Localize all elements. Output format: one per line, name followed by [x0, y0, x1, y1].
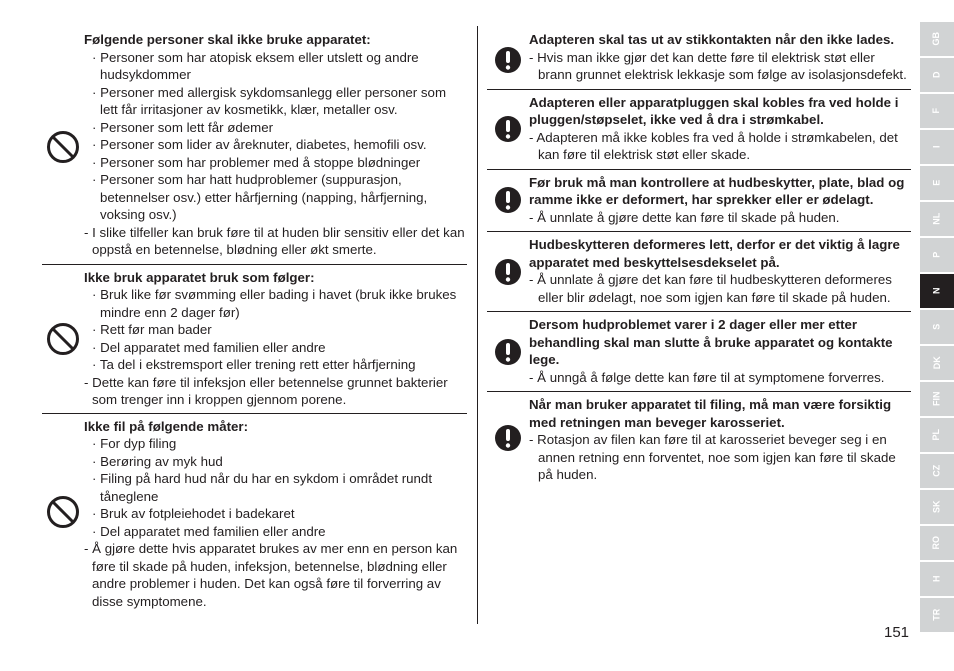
list-item: · Personer som har problemer med å stoppe blødninger [92, 154, 421, 170]
section-store-with-cover [487, 232, 911, 312]
section-title: Hudbeskytteren deformeres lett, derfor er det viktig å lagre apparatet med beskyttelsesdekselet på. [529, 237, 900, 270]
consequence-note: - Å unngå å følge dette kan føre til at symptomene forverres. [529, 369, 885, 385]
consequence-note: - Hvis man ikke gjør det kan dette føre til elektrisk støt eller brann grunnet elektrisk lekkasje som følge av isolasjonsdefekt. [529, 49, 907, 82]
prohibition-icon [42, 31, 84, 264]
list-item: · Ta del i ekstremsport eller trening rett etter hårfjerning [92, 357, 416, 372]
consequence-note: - Dette kan føre til infeksjon eller betennelse grunnet bakterier som trenger inn i kroppen gjennom porene. [84, 374, 448, 407]
section-do-not-use [42, 265, 467, 414]
list-item: · Personer som har hatt hudproblemer (suppurasjon, betennelser osv.) etter hårfjerning (napping, hårfjerning, voksing osv.) [92, 172, 428, 222]
exclamation-icon [487, 90, 529, 169]
prohibition-icon [42, 414, 84, 611]
left-column [42, 31, 467, 610]
section-filing [42, 414, 467, 611]
list-item: · Del apparatet med familien eller andre [92, 523, 326, 539]
language-tabs [920, 22, 954, 634]
list-item: · Bruk like før svømming eller bading i havet (bruk ikke brukes mindre enn 2 dager før) [92, 287, 457, 320]
tab-dk[interactable]: DK [920, 346, 954, 380]
tab-sk[interactable]: SK [920, 490, 954, 524]
right-column [487, 31, 911, 484]
exclamation-icon [487, 392, 529, 484]
tab-n[interactable]: N [920, 274, 954, 308]
tab-cz[interactable]: CZ [920, 454, 954, 488]
exclamation-icon [487, 31, 529, 89]
section-title: Ikke fil på følgende måter: [84, 418, 249, 434]
section-unplug-adapter [487, 31, 911, 90]
list-item: · For dyp filing [92, 436, 177, 451]
list-item: · Personer som lider av åreknuter, diabetes, hemofili osv. [92, 137, 427, 152]
tab-s[interactable]: S [920, 310, 954, 344]
list-item: · Del apparatet med familien eller andre [92, 339, 326, 355]
tab-h[interactable]: H [920, 562, 954, 596]
consequence-note: - Rotasjon av filen kan føre til at karosseriet beveger seg i en annen retning enn forventet, noe som igjen kan føre til skade på huden. [529, 432, 896, 482]
consequence-note: - Adapteren må ikke kobles fra ved å holde i strømkabelen, det kan føre til elektrisk støt eller skade. [529, 129, 898, 162]
tab-f[interactable]: F [920, 94, 954, 128]
section-title: Når man bruker apparatet til filing, må man være forsiktig med retningen man beveger karosseriet. [529, 397, 892, 430]
tab-p[interactable]: P [920, 238, 954, 272]
exclamation-icon [487, 232, 529, 311]
tab-i[interactable]: I [920, 130, 954, 164]
consequence-note: - Å unnlate å gjøre dette kan føre til skade på huden. [529, 209, 840, 225]
section-check-before-use [487, 170, 911, 233]
section-disconnect-plug [487, 90, 911, 170]
page-number: 151 [884, 624, 910, 641]
tab-pl[interactable]: PL [920, 418, 954, 452]
exclamation-icon [487, 170, 529, 232]
section-filing-direction [487, 392, 911, 484]
section-title: Følgende personer skal ikke bruke apparatet: [84, 32, 371, 47]
tab-ro[interactable]: RO [920, 526, 954, 560]
list-item: · Personer som lett får ødemer [92, 119, 274, 135]
tab-fin[interactable]: FIN [920, 382, 954, 416]
exclamation-icon [487, 312, 529, 391]
tab-e[interactable]: E [920, 166, 954, 200]
prohibition-icon [42, 265, 84, 413]
section-title: Adapteren skal tas ut av stikkontakten når den ikke lades. [529, 32, 895, 47]
tab-nl[interactable]: NL [920, 202, 954, 236]
list-item: · Berøring av myk hud [92, 453, 223, 469]
column-separator [477, 26, 478, 624]
list-item: · Personer med allergisk sykdomsanlegg eller personer som lett får irritasjoner av kosmetikk, klær, metaller osv. [92, 84, 447, 117]
section-title: Ikke bruk apparatet bruk som følger: [84, 269, 315, 285]
section-title: Dersom hudproblemet varer i 2 dager eller mer etter behandling skal man slutte å bruke apparatet og kontakte lege. [529, 317, 893, 367]
list-item: · Bruk av fotpleiehodet i badekaret [92, 506, 295, 521]
section-title: Adapteren eller apparatpluggen skal kobles fra ved holde i pluggen/støpselet, ikke ved å dra i strømkabel. [529, 94, 899, 127]
tab-d[interactable]: D [920, 58, 954, 92]
list-item: · Rett før man bader [92, 322, 212, 337]
consequence-note: - I slike tilfeller kan bruk føre til at huden blir sensitiv eller det kan oppstå en betennelse, blødning eller økt smerte. [84, 224, 465, 257]
tab-gb[interactable]: GB [920, 22, 954, 56]
list-item: · Filing på hard hud når du har en sykdom i området rundt tåneglene [92, 471, 433, 504]
section-title: Før bruk må man kontrollere at hudbeskytter, plate, blad og ramme ikke er deformert, har sprekker eller er ødelagt. [529, 174, 905, 207]
tab-tr[interactable]: TR [920, 598, 954, 632]
list-item: · Personer som har atopisk eksem eller utslett og andre hudsykdommer [92, 49, 419, 82]
consequence-note: - Å gjøre dette hvis apparatet brukes av mer enn en person kan føre til skade på huden, infeksjon, betennelse, blødning eller andre problemer i huden. Det kan også føre til forverring av disse symptomene. [84, 541, 458, 609]
consequence-note: - Å unnlate å gjøre det kan føre til hudbeskytteren deformeres eller blir ødelagt, noe som igjen kan føre til skade på huden. [529, 272, 892, 305]
section-persons [42, 31, 467, 265]
section-see-doctor [487, 312, 911, 392]
